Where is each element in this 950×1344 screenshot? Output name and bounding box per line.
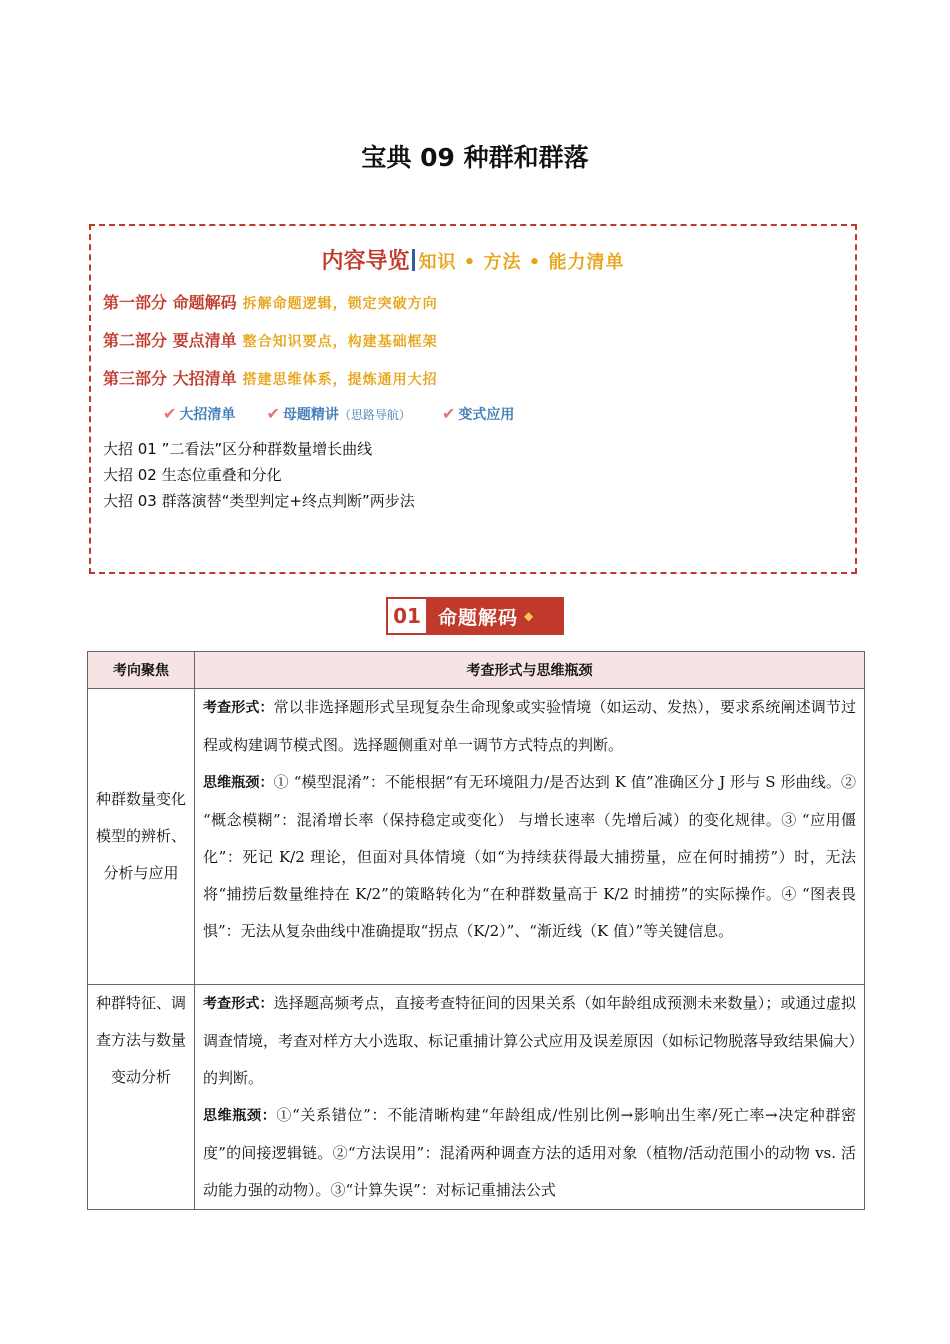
column-header: 考查形式与思维瓶颈: [195, 652, 865, 689]
trick-list: [103, 436, 415, 514]
trick-item: 大招 01 ”二看法”区分种群数量增长曲线: [103, 440, 373, 458]
section-label: 命题解码 ◆: [438, 606, 535, 629]
trick-item: 大招 02 生态位重叠和分化: [103, 466, 282, 484]
table-header-row: [88, 652, 865, 689]
form-paragraph: 考查形式：选择题高频考点，直接考查特征间的因果关系（如年龄组成预测未来数量）；或通过虚拟调查情境，考查对样方大小选取、标记重捕计算公式应用及误差原因（如标记物脱落导致结果偏大）的判断。: [203, 994, 856, 1087]
check-item: ✔ 母题精讲（思路导航）: [266, 404, 411, 423]
guide-heading-sub: 知识 • 方法 • 能力清单: [418, 252, 625, 273]
detail-cell: [195, 985, 865, 1210]
bottleneck-paragraph: 思维瓶颈：① “模型混淆”：不能根据“有无环境阻力/是否达到 K 值”准确区分 J 形与 S 形曲线。② “概念模糊”：混淆增长率（保持稳定或变化） 与增长速率（先增后减）的变化规律。③ “应用僵化”：死记 K/2 理论，但面对具体情境（如“为持续获得最大捕捞量，应在何时捕捞”）时，无法将“捕捞后数量维持在 K/2”的策略转化为“在种群数量高于 K/2 时捕捞”的实际操作。④ “图表畏惧”：无法从复杂曲线中准确提取“拐点（K/2）”、“渐近线（K 值）”等关键信息。: [203, 773, 856, 940]
bottleneck-paragraph: 思维瓶颈：①“关系错位”：不能清晰构建“年龄组成/性别比例→影响出生率/死亡率→决定种群密度”的间接逻辑链。②“方法误用”：混淆两种调查方法的适用对象（植物/活动范围小的动物 vs. 活动能力强的动物）。③“计算失误”：对标记重捕法公式: [203, 1106, 856, 1199]
checkmark-icon: ✔: [163, 404, 177, 423]
guide-part-1: [103, 290, 438, 313]
part-desc: 整合知识要点，构建基础框架: [242, 334, 438, 350]
table-row: [88, 985, 865, 1210]
page-title: 宝典 09 种群和群落: [361, 143, 589, 172]
section-badge: [386, 597, 564, 635]
section-number: 01: [388, 599, 426, 633]
guide-heading-main: 内容导览: [321, 249, 410, 274]
trick-item: 大招 03 群落演替“类型判定+终点判断”两步法: [103, 492, 415, 510]
divider-bar: [412, 249, 415, 271]
detail-cell: [195, 689, 865, 985]
part-label: 第一部分 命题解码: [103, 293, 237, 312]
guide-part-2: [103, 328, 438, 351]
column-header: 考向聚焦: [88, 652, 195, 689]
part-label: 第二部分 要点清单: [103, 331, 237, 350]
part-desc: 搭建思维体系，提炼通用大招: [242, 372, 438, 388]
focus-cell: 种群数量变化模型的辨析、分析与应用: [88, 689, 195, 985]
check-item: ✔ 大招清单: [163, 404, 236, 423]
decode-table: [87, 651, 865, 1210]
check-item: ✔ 变式应用: [442, 404, 515, 423]
focus-cell: 种群特征、调查方法与数量变动分析: [88, 985, 195, 1210]
part-desc: 拆解命题逻辑，锁定突破方向: [242, 296, 438, 312]
content-guide-box: [89, 224, 857, 574]
check-list: [163, 404, 540, 424]
form-paragraph: 考查形式：常以非选择题形式呈现复杂生命现象或实验情境（如运动、发热），要求系统阐述调节过程或构建调节模式图。选择题侧重对单一调节方式特点的判断。: [203, 698, 856, 754]
part-label: 第三部分 大招清单: [103, 369, 237, 388]
guide-heading: [91, 244, 855, 275]
checkmark-icon: ✔: [442, 404, 456, 423]
guide-part-3: [103, 366, 438, 389]
checkmark-icon: ✔: [266, 404, 280, 423]
diamond-icon: ◆: [524, 609, 535, 623]
table-row: [88, 689, 865, 985]
